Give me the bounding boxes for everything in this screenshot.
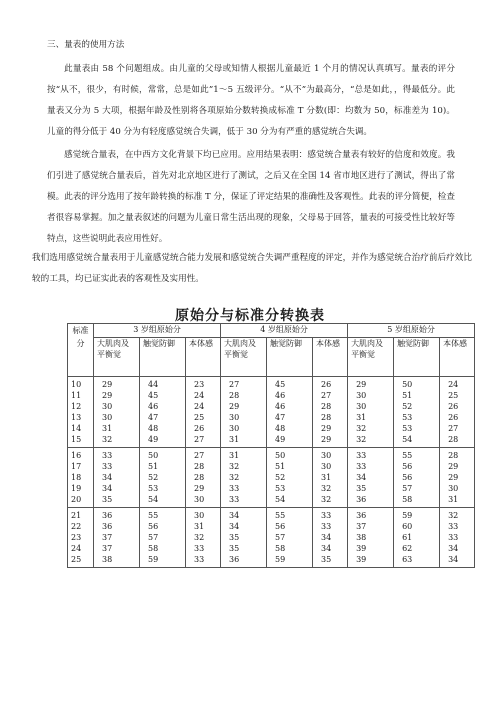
cell-4y: 28 xyxy=(321,413,332,422)
cell-4y-column xyxy=(221,377,267,448)
cell-5y-column xyxy=(440,508,475,568)
cell-3y: 33 xyxy=(102,451,113,460)
cell-3y-column xyxy=(94,508,140,568)
table-row xyxy=(68,508,475,568)
paragraph-usage: 此量表由 58 个问题组成。由儿童的父母或知情人根据儿童最近 1 个月的情况认真填写。量表的评分按“从不，很少，有时候，常常，总是如此”1～5 五级评分。“从不”为最高分，“总是如此，，得最低分。此量表又分为 5 大项，根据年龄及性别将各项原始分数转换成标准 T 分数(即：均数为 50，标准差为 10)。儿童的得分低于 40 分为有轻度感觉统合失调，低于 30 分为有严重的感觉统合失调。 xyxy=(47,64,455,137)
cell-5y: 52 xyxy=(402,402,413,411)
cell-standard-score: 23 xyxy=(71,533,82,542)
cell-3y-column xyxy=(140,377,186,448)
section-title: 三、量表的使用方法 xyxy=(47,40,125,50)
cell-3y: 32 xyxy=(102,435,113,444)
cell-3y: 45 xyxy=(148,391,159,400)
cell-3y: 44 xyxy=(148,380,159,389)
cell-standard-score: 13 xyxy=(71,413,82,422)
cell-3y: 33 xyxy=(102,462,113,471)
cell-5y: 55 xyxy=(402,451,413,460)
cell-standard-score: 19 xyxy=(71,484,82,493)
cell-3y: 37 xyxy=(102,533,113,542)
cell-4y: 59 xyxy=(275,555,286,564)
paragraph-validity: 感觉统合量表，在中西方文化背景下均已应用。应用结果表明：感觉统合量表有较好的信度和效度。我们引进了感觉统合量表后，首先对北京地区进行了测试，之后又在全国 14 省市地区进行了测试，得出了常模。此表的评分选用了按年龄转换的标准 T 分，保证了评定结果的准确性及客观性。此表的评分简便，检查者很容易掌握。加之量表叙述的问题为儿童日常生活出现的现象，父母易于回答，量表的可接受性比较好等特点，这些说明此表应用性好。 xyxy=(47,150,455,244)
paragraph-application: 我们选用感觉统合量表用于儿童感觉统合能力发展和感觉统合失调严重程度的评定，并作为感觉统合治疗前后疗效比较的工具，均已证实此表的客观性及实用性。 xyxy=(32,253,472,284)
cell-5y: 34 xyxy=(448,544,459,553)
table-row xyxy=(68,448,475,508)
cell-3y: 34 xyxy=(102,473,113,482)
sub-header-proprioception: 本体感 xyxy=(313,338,348,377)
cell-4y: 34 xyxy=(321,533,332,542)
cell-4y: 28 xyxy=(321,402,332,411)
cell-5y: 56 xyxy=(402,473,413,482)
cell-4y: 29 xyxy=(229,402,240,411)
cell-standard-score: 20 xyxy=(71,495,82,504)
cell-5y: 27 xyxy=(448,424,459,433)
cell-5y-column xyxy=(394,508,440,568)
cell-5y: 63 xyxy=(402,555,413,564)
cell-3y: 35 xyxy=(102,495,113,504)
table-group-header-row xyxy=(68,324,475,338)
cell-4y: 31 xyxy=(229,451,240,460)
cell-3y: 49 xyxy=(148,435,159,444)
cell-5y: 28 xyxy=(448,451,459,460)
cell-4y: 26 xyxy=(321,380,332,389)
cell-5y-column xyxy=(440,448,475,508)
cell-4y: 34 xyxy=(321,544,332,553)
cell-3y-column xyxy=(140,508,186,568)
cell-3y: 29 xyxy=(194,484,205,493)
cell-4y: 35 xyxy=(229,533,240,542)
cell-5y: 34 xyxy=(448,555,459,564)
cell-3y: 37 xyxy=(102,544,113,553)
cell-3y: 47 xyxy=(148,413,159,422)
cell-5y: 31 xyxy=(356,413,367,422)
cell-5y: 30 xyxy=(356,402,367,411)
cell-3y: 56 xyxy=(148,522,159,531)
cell-5y: 34 xyxy=(356,473,367,482)
cell-3y: 50 xyxy=(148,451,159,460)
cell-4y: 30 xyxy=(229,424,240,433)
cell-4y-column xyxy=(313,508,348,568)
cell-4y: 47 xyxy=(275,413,286,422)
cell-5y: 32 xyxy=(356,435,367,444)
cell-5y-column xyxy=(348,448,394,508)
cell-3y: 28 xyxy=(194,473,205,482)
cell-3y: 28 xyxy=(194,462,205,471)
cell-4y: 51 xyxy=(275,462,286,471)
cell-standard-score: 22 xyxy=(71,522,82,531)
cell-3y: 27 xyxy=(194,451,205,460)
cell-5y: 53 xyxy=(402,413,413,422)
cell-3y: 48 xyxy=(148,424,159,433)
cell-4y: 52 xyxy=(275,473,286,482)
sub-header-proprioception: 本体感 xyxy=(186,338,221,377)
cell-5y: 53 xyxy=(402,424,413,433)
cell-5y-column xyxy=(348,508,394,568)
cell-5y: 58 xyxy=(402,495,413,504)
cell-5y: 33 xyxy=(448,533,459,542)
cell-standard-score: 21 xyxy=(71,511,82,520)
cell-4y: 33 xyxy=(321,511,332,520)
cell-4y: 30 xyxy=(321,462,332,471)
sub-header-tactile: 触觉防御 xyxy=(140,338,186,377)
table-title: 原始分与标准分转换表 xyxy=(175,308,325,324)
sub-header-tactile: 触觉防御 xyxy=(267,338,313,377)
cell-5y: 33 xyxy=(448,522,459,531)
cell-4y-column xyxy=(313,448,348,508)
cell-3y: 58 xyxy=(148,544,159,553)
cell-4y-column xyxy=(267,448,313,508)
cell-3y: 32 xyxy=(194,533,205,542)
cell-standard-score: 14 xyxy=(71,424,82,433)
cell-4y: 32 xyxy=(321,484,332,493)
cell-4y: 30 xyxy=(229,413,240,422)
cell-5y: 24 xyxy=(448,380,459,389)
cell-3y-column xyxy=(140,448,186,508)
cell-3y: 29 xyxy=(102,380,113,389)
cell-5y: 32 xyxy=(356,424,367,433)
cell-3y: 33 xyxy=(194,544,205,553)
cell-4y: 46 xyxy=(275,391,286,400)
cell-4y-column xyxy=(221,508,267,568)
cell-5y-column xyxy=(348,377,394,448)
cell-4y: 27 xyxy=(229,380,240,389)
cell-4y-column xyxy=(313,377,348,448)
cell-4y: 34 xyxy=(229,522,240,531)
cell-4y: 49 xyxy=(275,435,286,444)
cell-5y: 35 xyxy=(356,484,367,493)
group-header-4y: 4 岁组原始分 xyxy=(221,324,348,338)
cell-4y: 32 xyxy=(229,473,240,482)
cell-5y: 50 xyxy=(402,380,413,389)
group-header-3y: 3 岁组原始分 xyxy=(94,324,221,338)
cell-4y: 35 xyxy=(321,555,332,564)
cell-5y: 33 xyxy=(356,462,367,471)
cell-3y: 54 xyxy=(148,495,159,504)
conversion-table xyxy=(67,323,475,568)
cell-4y-column xyxy=(267,508,313,568)
sub-header-gross-motor: 大肌肉及平衡觉 xyxy=(221,338,267,377)
cell-3y: 55 xyxy=(148,511,159,520)
cell-4y: 29 xyxy=(321,435,332,444)
cell-5y: 60 xyxy=(402,522,413,531)
cell-4y: 28 xyxy=(229,391,240,400)
cell-4y: 57 xyxy=(275,533,286,542)
cell-4y: 33 xyxy=(321,522,332,531)
cell-standard-score: 16 xyxy=(71,451,82,460)
cell-5y: 59 xyxy=(402,511,413,520)
cell-3y: 53 xyxy=(148,484,159,493)
cell-5y: 61 xyxy=(402,533,413,542)
cell-standard-score: 25 xyxy=(71,555,82,564)
cell-4y: 50 xyxy=(275,451,286,460)
table-row xyxy=(68,377,475,448)
cell-standard-score: 24 xyxy=(71,544,82,553)
cell-3y: 30 xyxy=(194,495,205,504)
cell-5y: 30 xyxy=(448,484,459,493)
cell-5y: 36 xyxy=(356,511,367,520)
cell-3y: 46 xyxy=(148,402,159,411)
stub-header: 标准分 xyxy=(68,324,94,377)
cell-5y: 25 xyxy=(448,391,459,400)
sub-header-tactile: 触觉防御 xyxy=(394,338,440,377)
cell-3y: 31 xyxy=(102,424,113,433)
cell-4y: 36 xyxy=(229,555,240,564)
cell-4y: 48 xyxy=(275,424,286,433)
cell-5y: 39 xyxy=(356,544,367,553)
cell-4y: 27 xyxy=(321,391,332,400)
cell-4y-column xyxy=(267,377,313,448)
cell-3y: 30 xyxy=(102,402,113,411)
cell-5y: 37 xyxy=(356,522,367,531)
cell-3y: 52 xyxy=(148,473,159,482)
cell-standard-score: 11 xyxy=(71,391,82,400)
cell-5y: 39 xyxy=(356,555,367,564)
cell-3y: 29 xyxy=(102,391,113,400)
cell-3y-column xyxy=(94,377,140,448)
cell-5y: 29 xyxy=(356,380,367,389)
cell-3y-column xyxy=(186,377,221,448)
cell-5y: 30 xyxy=(356,391,367,400)
cell-4y: 58 xyxy=(275,544,286,553)
cell-standard-score-column xyxy=(68,448,94,508)
cell-4y: 32 xyxy=(321,495,332,504)
cell-5y: 26 xyxy=(448,413,459,422)
cell-4y: 55 xyxy=(275,511,286,520)
cell-4y: 34 xyxy=(229,511,240,520)
cell-5y: 28 xyxy=(448,435,459,444)
cell-3y: 59 xyxy=(148,555,159,564)
cell-4y: 29 xyxy=(321,424,332,433)
cell-5y-column xyxy=(440,377,475,448)
cell-3y-column xyxy=(186,508,221,568)
cell-3y: 30 xyxy=(194,511,205,520)
cell-5y-column xyxy=(394,448,440,508)
cell-4y: 31 xyxy=(321,473,332,482)
cell-3y: 57 xyxy=(148,533,159,542)
cell-4y: 33 xyxy=(229,484,240,493)
cell-3y: 23 xyxy=(194,380,205,389)
table-sub-header-row xyxy=(68,338,475,377)
cell-4y: 46 xyxy=(275,402,286,411)
cell-3y: 36 xyxy=(102,522,113,531)
cell-4y: 32 xyxy=(229,462,240,471)
cell-5y: 36 xyxy=(356,495,367,504)
cell-5y: 38 xyxy=(356,533,367,542)
cell-3y: 33 xyxy=(194,555,205,564)
cell-5y: 56 xyxy=(402,462,413,471)
cell-3y-column xyxy=(186,448,221,508)
cell-3y-column xyxy=(94,448,140,508)
cell-5y-column xyxy=(394,377,440,448)
cell-5y: 26 xyxy=(448,402,459,411)
cell-standard-score: 15 xyxy=(71,435,82,444)
cell-4y: 45 xyxy=(275,380,286,389)
cell-3y: 27 xyxy=(194,435,205,444)
cell-standard-score-column xyxy=(68,377,94,448)
cell-standard-score: 17 xyxy=(71,462,82,471)
cell-3y: 36 xyxy=(102,511,113,520)
cell-standard-score: 12 xyxy=(71,402,82,411)
cell-3y: 38 xyxy=(102,555,113,564)
cell-5y: 51 xyxy=(402,391,413,400)
cell-4y: 56 xyxy=(275,522,286,531)
cell-5y: 57 xyxy=(402,484,413,493)
cell-3y: 51 xyxy=(148,462,159,471)
cell-5y: 62 xyxy=(402,544,413,553)
sub-header-proprioception: 本体感 xyxy=(440,338,475,377)
cell-3y: 25 xyxy=(194,413,205,422)
cell-3y: 26 xyxy=(194,424,205,433)
cell-4y: 30 xyxy=(321,451,332,460)
cell-4y: 54 xyxy=(275,495,286,504)
sub-header-gross-motor: 大肌肉及平衡觉 xyxy=(94,338,140,377)
cell-4y: 31 xyxy=(229,435,240,444)
cell-5y: 54 xyxy=(402,435,413,444)
cell-3y: 24 xyxy=(194,391,205,400)
cell-3y: 34 xyxy=(102,484,113,493)
cell-standard-score-column xyxy=(68,508,94,568)
cell-3y: 24 xyxy=(194,402,205,411)
cell-5y: 29 xyxy=(448,473,459,482)
cell-4y: 35 xyxy=(229,544,240,553)
cell-5y: 33 xyxy=(356,451,367,460)
cell-5y: 32 xyxy=(448,511,459,520)
sub-header-gross-motor: 大肌肉及平衡觉 xyxy=(348,338,394,377)
cell-4y-column xyxy=(221,448,267,508)
cell-4y: 33 xyxy=(229,495,240,504)
cell-standard-score: 10 xyxy=(71,380,82,389)
cell-5y: 31 xyxy=(448,495,459,504)
cell-3y: 31 xyxy=(194,522,205,531)
cell-3y: 30 xyxy=(102,413,113,422)
cell-4y: 53 xyxy=(275,484,286,493)
group-header-5y: 5 岁组原始分 xyxy=(348,324,475,338)
cell-standard-score: 18 xyxy=(71,473,82,482)
cell-5y: 29 xyxy=(448,462,459,471)
